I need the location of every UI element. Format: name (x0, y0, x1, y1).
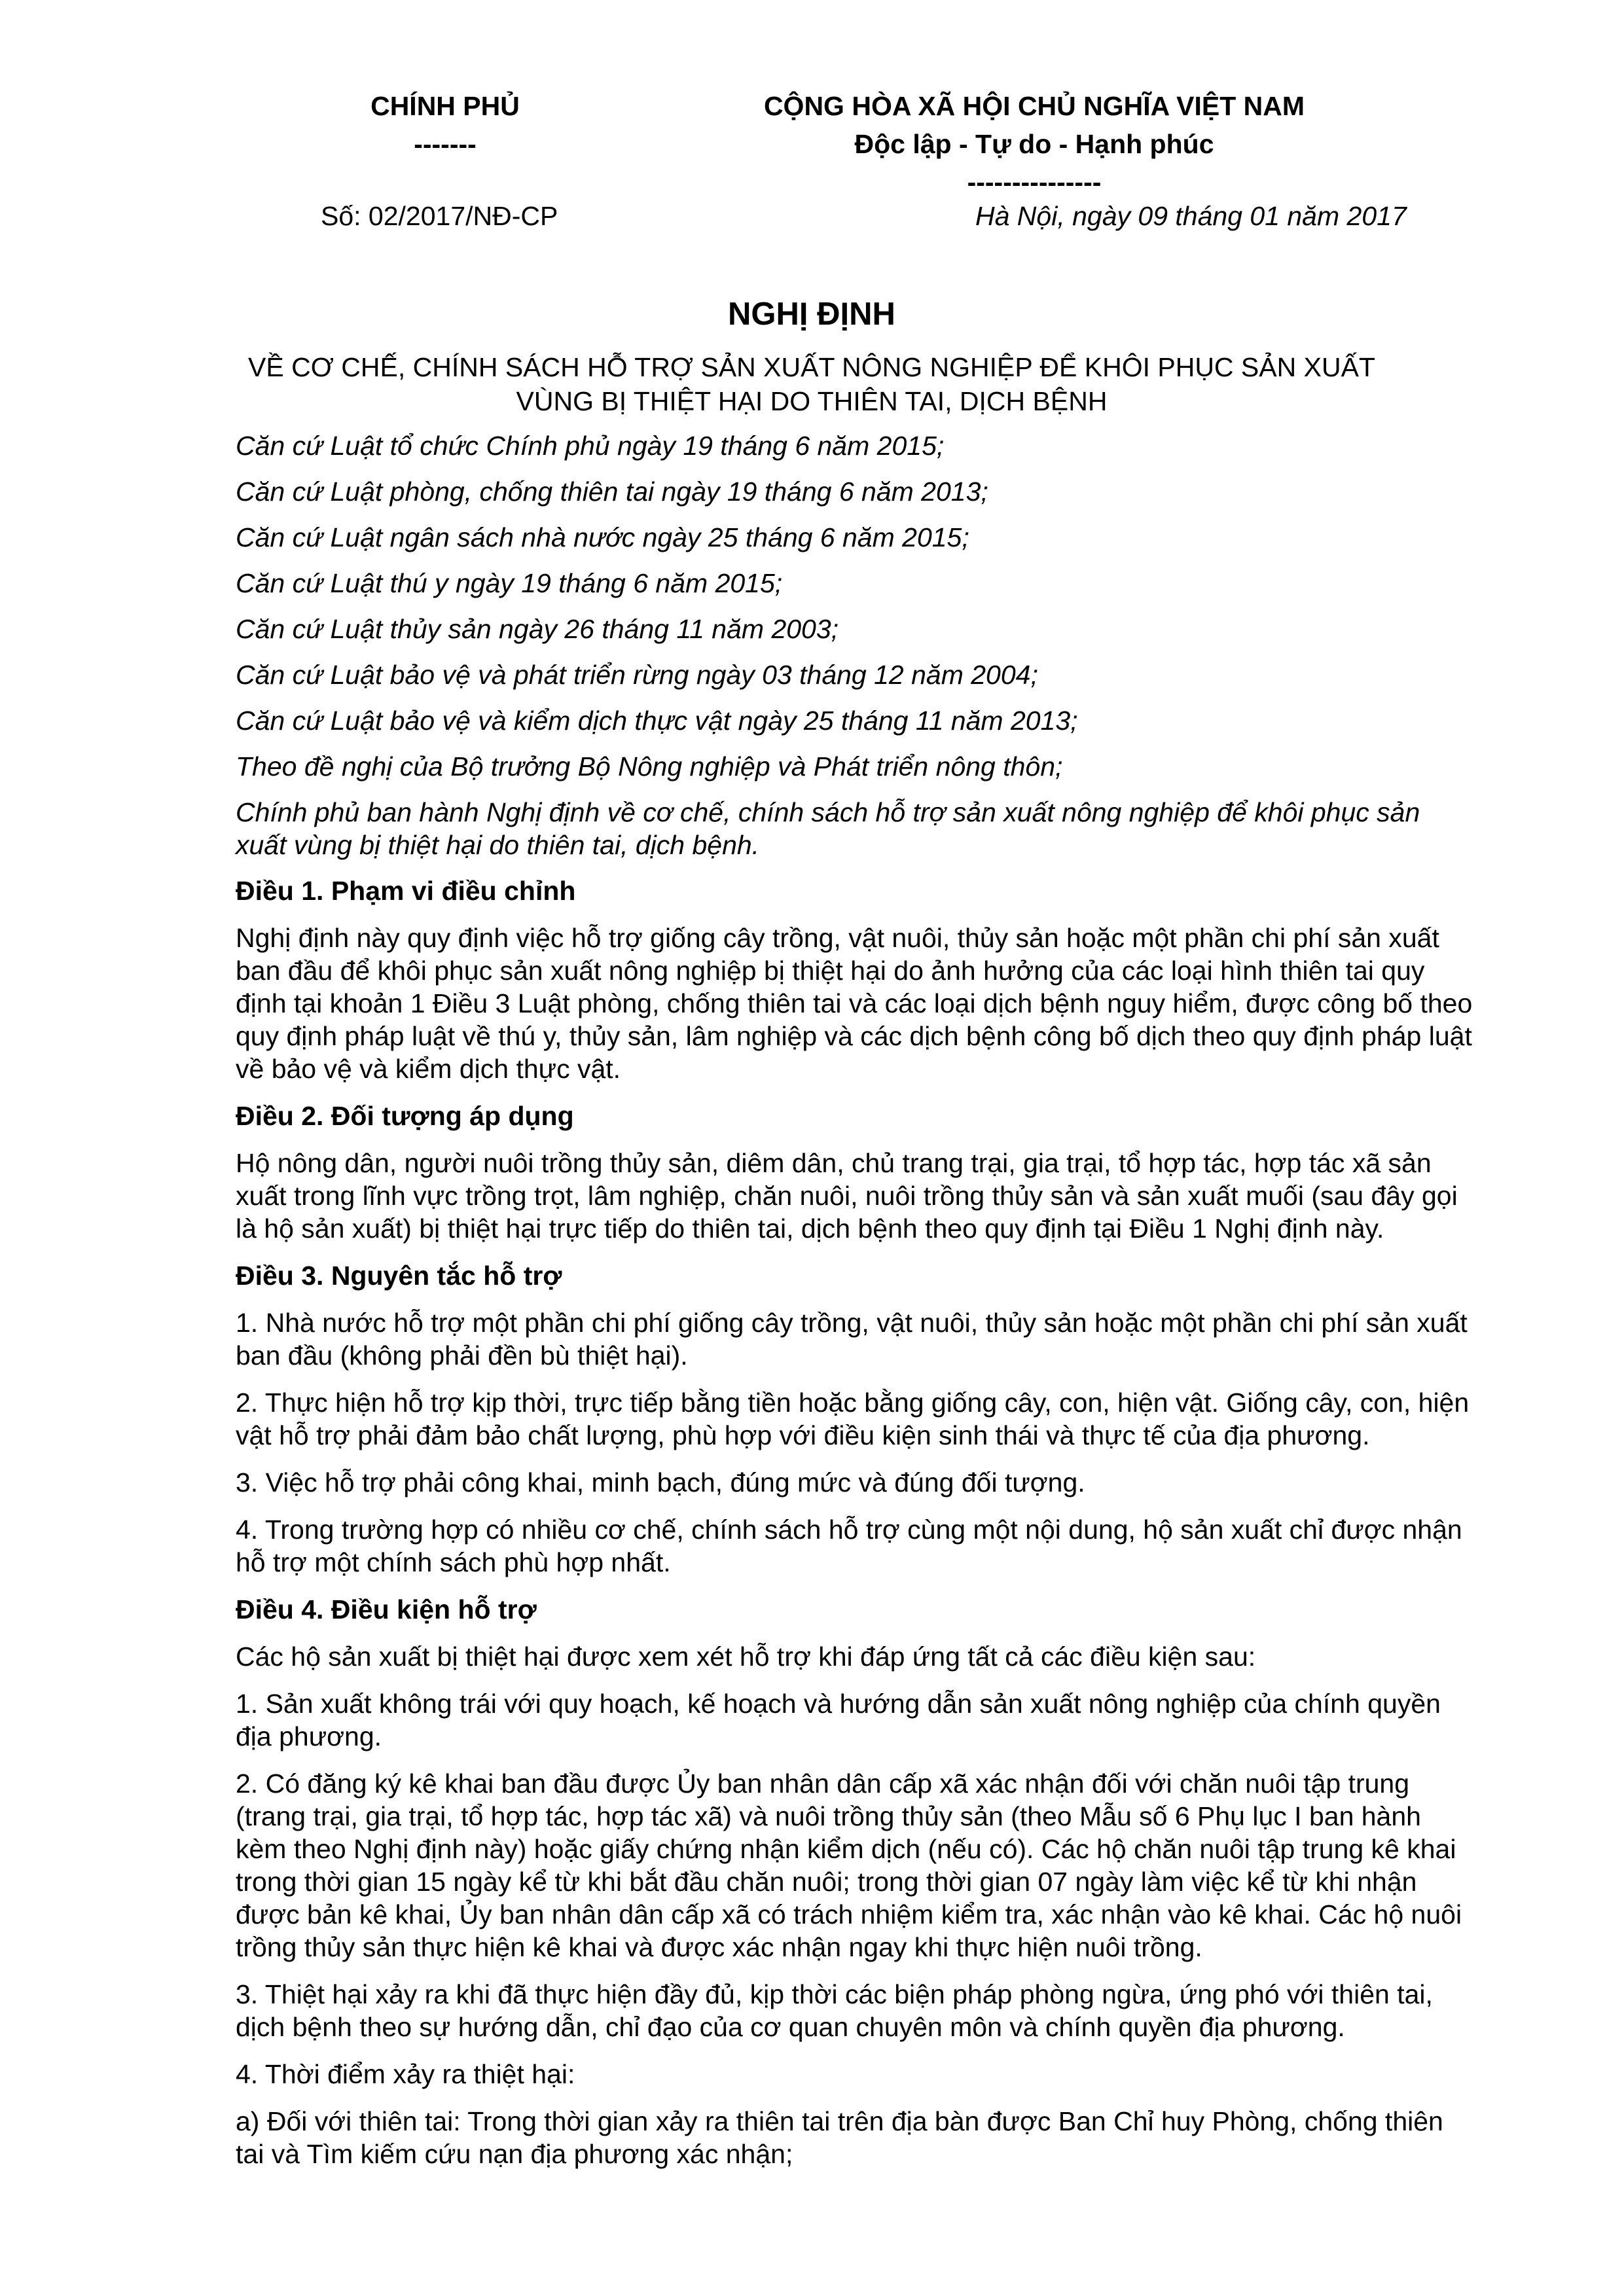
issuer-rule: ------- (414, 129, 477, 159)
nation-name: CỘNG HÒA XÃ HỘI CHỦ NGHĨA VIỆT NAM (763, 91, 1305, 121)
document-subtitle: VỀ CƠ CHẾ, CHÍNH SÁCH HỖ TRỢ SẢN XUẤT NÔNG NGHIỆP ĐỂ KHÔI PHỤC SẢN XUẤT VÙNG BỊ THIỆT HẠI DO THIÊN TAI, DỊCH BỆNH (248, 352, 1375, 416)
article-paragraph: 2. Có đăng ký kê khai ban đầu được Ủy ban nhân dân cấp xã xác nhận đối với chăn nuôi tập trung (trang trại, gia trại, tổ hợp tác, hợp tác xã) và nuôi trồng thủy sản (theo Mẫu số 6 Phụ lục I ban hành kèm theo Nghị định này) hoặc giấy chứng nhận kiểm dịch (nếu có). Các hộ chăn nuôi tập trung kê khai trong thời gian 15 ngày kể từ khi bắt đầu chăn nuôi; trong thời gian 07 ngày làm việc kể từ khi nhận được bản kê khai, Ủy ban nhân dân cấp xã có trách nhiệm kiểm tra, xác nhận vào kê khai. Các hộ nuôi trồng thủy sản thực hiện kê khai và được xác nhận ngay khi thực hiện nuôi trồng. (236, 1768, 1462, 1962)
issuer-name: CHÍNH PHỦ (370, 91, 520, 121)
legal-basis: Căn cứ Luật bảo vệ và kiểm dịch thực vật ngày 25 tháng 11 năm 2013; (236, 706, 1078, 736)
issuer-block (275, 87, 615, 163)
article-paragraph: 3. Việc hỗ trợ phải công khai, minh bạch, đúng mức và đúng đối tượng. (236, 1467, 1085, 1498)
promulgation-statement: Chính phủ ban hành Nghị định về cơ chế, chính sách hỗ trợ sản xuất nông nghiệp để khôi phục sản xuất vùng bị thiệt hại do thiên tai, dịch bệnh. (236, 797, 1420, 860)
legal-basis: Căn cứ Luật bảo vệ và phát triển rừng ngày 03 tháng 12 năm 2004; (236, 660, 1038, 690)
article-paragraph: 4. Trong trường hợp có nhiều cơ chế, chính sách hỗ trợ cùng một nội dung, hộ sản xuất chỉ được nhận hỗ trợ một chính sách phù hợp nhất. (236, 1515, 1462, 1577)
document-title: NGHỊ ĐỊNH (728, 296, 895, 332)
document-number: Số: 02/2017/NĐ-CP (321, 201, 558, 231)
article-heading: Điều 4. Điều kiện hỗ trợ (236, 1594, 537, 1624)
legal-basis: Căn cứ Luật thủy sản ngày 26 tháng 11 năm 2003; (236, 614, 839, 644)
motto-rule: --------------- (967, 167, 1102, 197)
legal-basis: Căn cứ Luật phòng, chống thiên tai ngày 19 tháng 6 năm 2013; (236, 476, 988, 507)
article-heading: Điều 3. Nguyên tắc hỗ trợ (236, 1261, 562, 1291)
article-paragraph: 2. Thực hiện hỗ trợ kịp thời, trực tiếp bằng tiền hoặc bằng giống cây, con, hiện vật. Giống cây, con, hiện vật hỗ trợ phải đảm bảo chất lượng, phù hợp với điều kiện sinh thái và thực tế của địa phương. (236, 1388, 1470, 1450)
legal-basis: Căn cứ Luật tổ chức Chính phủ ngày 19 tháng 6 năm 2015; (236, 431, 945, 461)
article-paragraph: a) Đối với thiên tai: Trong thời gian xảy ra thiên tai trên địa bàn được Ban Chỉ huy Phòng, chống thiên tai và Tìm kiếm cứu nạn địa phương xác nhận; (236, 2106, 1443, 2169)
document-body (236, 429, 1473, 2185)
article-paragraph: Hộ nông dân, người nuôi trồng thủy sản, diêm dân, chủ trang trại, gia trại, tổ hợp tác, hợp tác xã sản xuất trong lĩnh vực trồng trọt, lâm nghiệp, chăn nuôi, nuôi trồng thủy sản và sản xuất muối (sau đây gọi là hộ sản xuất) bị thiệt hại trực tiếp do thiên tai, dịch bệnh theo quy định tại Điều 1 Nghị định này. (236, 1148, 1458, 1244)
article-paragraph: 4. Thời điểm xảy ra thiệt hại: (236, 2059, 575, 2089)
article-paragraph: Nghị định này quy định việc hỗ trợ giống cây trồng, vật nuôi, thủy sản hoặc một phần chi phí sản xuất ban đầu để khôi phục sản xuất nông nghiệp bị thiệt hại do ảnh hưởng của các loại hình thiên tai quy định tại khoản 1 Điều 3 Luật phòng, chống thiên tai và các loại dịch bệnh nguy hiểm, được công bố theo quy định pháp luật về thú y, thủy sản, lâm nghiệp và các dịch bệnh công bố dịch theo quy định pháp luật về bảo vệ và kiểm dịch thực vật. (236, 923, 1473, 1084)
article-paragraph: 3. Thiệt hại xảy ra khi đã thực hiện đầy đủ, kịp thời các biện pháp phòng ngừa, ứng phó với thiên tai, dịch bệnh theo sự hướng dẫn, chỉ đạo của cơ quan chuyên môn và chính quyền địa phương. (236, 1979, 1433, 2042)
national-heading (740, 87, 1329, 201)
article-paragraph: 1. Sản xuất không trái với quy hoạch, kế hoạch và hướng dẫn sản xuất nông nghiệp của chính quyền địa phương. (236, 1689, 1441, 1751)
article-paragraph: Các hộ sản xuất bị thiệt hại được xem xét hỗ trợ khi đáp ứng tất cả các điều kiện sau: (236, 1641, 1256, 1672)
national-motto: Độc lập - Tự do - Hạnh phúc (854, 129, 1214, 159)
article-heading: Điều 1. Phạm vi điều chỉnh (236, 876, 576, 906)
legal-basis: Căn cứ Luật thú y ngày 19 tháng 6 năm 2015; (236, 568, 783, 598)
legal-basis: Theo đề nghị của Bộ trưởng Bộ Nông nghiệp và Phát triển nông thôn; (236, 751, 1063, 781)
article-paragraph: 1. Nhà nước hỗ trợ một phần chi phí giống cây trồng, vật nuôi, thủy sản hoặc một phần chi phí sản xuất ban đầu (không phải đền bù thiệt hại). (236, 1308, 1468, 1371)
legal-basis: Căn cứ Luật ngân sách nhà nước ngày 25 tháng 6 năm 2015; (236, 522, 969, 552)
place-date: Hà Nội, ngày 09 tháng 01 năm 2017 (975, 201, 1407, 231)
article-heading: Điều 2. Đối tượng áp dụng (236, 1101, 574, 1131)
